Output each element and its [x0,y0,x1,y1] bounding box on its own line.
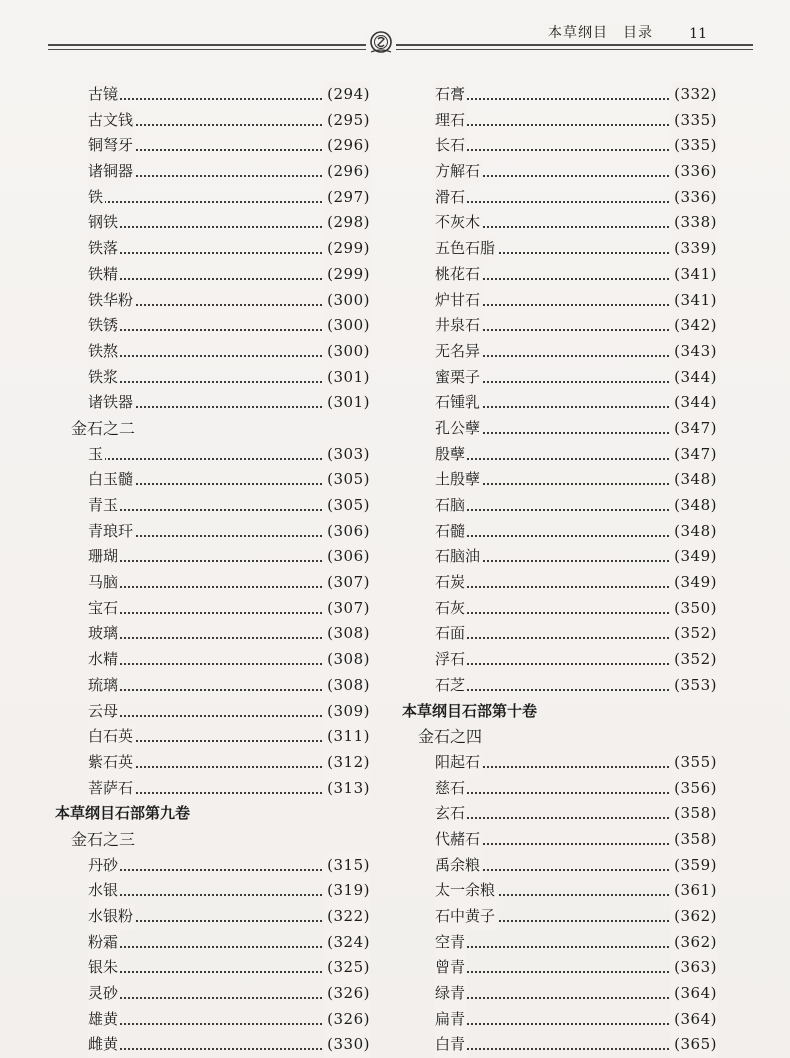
entry-page-number: (361) [671,878,717,904]
toc-entry [402,853,717,879]
entry-name: 桃花石 [435,262,482,288]
toc-entry [55,262,370,288]
leader-dots [88,673,362,699]
toc-entry [402,159,717,185]
entry-page-number: (358) [671,801,717,827]
entry-page-number: (306) [324,519,370,545]
leader-dots [88,596,362,622]
entry-page-number: (362) [671,930,717,956]
leader-dots [435,647,709,673]
toc-entry [55,313,370,339]
leader-dots [88,339,362,365]
entry-name: 菩萨石 [88,776,135,802]
entry-name: 石脑油 [435,544,482,570]
leader-dots [88,1032,362,1058]
toc-entry [402,776,717,802]
entry-page-number: (358) [671,827,717,853]
toc-entry [55,981,370,1007]
toc-entry [55,750,370,776]
leader-dots [88,981,362,1007]
toc-entry [402,519,717,545]
toc-entry [55,596,370,622]
toc-entry [402,210,717,236]
toc-entry [55,621,370,647]
toc-entry [55,647,370,673]
entry-name: 银朱 [88,955,120,981]
toc-entry [402,955,717,981]
entry-page-number: (301) [324,365,370,391]
leader-dots [435,1032,709,1058]
toc-entry [55,1032,370,1058]
leader-dots [88,930,362,956]
entry-name: 宝石 [88,596,120,622]
entry-page-number: (341) [671,262,717,288]
toc-entry [55,108,370,134]
toc-entry [402,570,717,596]
entry-page-number: (308) [324,621,370,647]
entry-name: 殷孽 [435,442,467,468]
leader-dots [88,955,362,981]
entry-name: 土殷孽 [435,467,482,493]
toc-entry [55,930,370,956]
toc-entry [402,390,717,416]
entry-name: 古文钱 [88,108,135,134]
toc-entry [55,365,370,391]
entry-page-number: (326) [324,981,370,1007]
toc-entry [55,519,370,545]
entry-name: 石中黄子 [435,904,497,930]
entry-name: 玉 [88,442,105,468]
leader-dots [88,1007,362,1033]
toc-entry [55,853,370,879]
toc-entry [55,724,370,750]
entry-page-number: (303) [324,442,370,468]
entry-page-number: (326) [324,1007,370,1033]
entry-page-number: (362) [671,904,717,930]
entry-page-number: (305) [324,467,370,493]
entry-name: 白玉髓 [88,467,135,493]
leader-dots [435,955,709,981]
entry-page-number: (343) [671,339,717,365]
entry-name: 禹余粮 [435,853,482,879]
toc-entry [402,673,717,699]
entry-page-number: (339) [671,236,717,262]
entry-page-number: (355) [671,750,717,776]
toc-entry [55,390,370,416]
entry-name: 丹砂 [88,853,120,879]
entry-page-number: (298) [324,210,370,236]
entry-page-number: (330) [324,1032,370,1058]
publisher-emblem-icon [366,30,396,56]
entry-name: 雄黄 [88,1007,120,1033]
toc-entry [55,544,370,570]
entry-page-number: (364) [671,981,717,1007]
entry-page-number: (299) [324,236,370,262]
entry-page-number: (336) [671,159,717,185]
entry-name: 不灰木 [435,210,482,236]
leader-dots [435,801,709,827]
toc-entry [402,185,717,211]
entry-page-number: (300) [324,339,370,365]
entry-page-number: (322) [324,904,370,930]
entry-page-number: (296) [324,159,370,185]
entry-name: 孔公孽 [435,416,482,442]
entry-page-number: (363) [671,955,717,981]
section-title: 金石之二 [71,418,136,438]
toc-entry [402,365,717,391]
toc-entry [402,827,717,853]
toc-entry [402,1007,717,1033]
entry-name: 石锺乳 [435,390,482,416]
leader-dots [88,853,362,879]
running-header [48,20,753,56]
entry-name: 诸铜器 [88,159,135,185]
leader-dots [435,673,709,699]
entry-name: 井泉石 [435,313,482,339]
entry-page-number: (356) [671,776,717,802]
entry-name: 青玉 [88,493,120,519]
entry-name: 水银粉 [88,904,135,930]
toc-entry [55,493,370,519]
toc-entry [402,878,717,904]
toc-volume-heading [55,801,370,827]
entry-name: 慈石 [435,776,467,802]
toc-entry [402,596,717,622]
entry-name: 珊瑚 [88,544,120,570]
entry-name: 石髓 [435,519,467,545]
entry-name: 石灰 [435,596,467,622]
entry-page-number: (352) [671,621,717,647]
entry-name: 青琅玕 [88,519,135,545]
entry-name: 铁 [88,185,105,211]
entry-page-number: (347) [671,442,717,468]
entry-page-number: (313) [324,776,370,802]
entry-name: 长石 [435,133,467,159]
leader-dots [435,108,709,134]
entry-name: 马脑 [88,570,120,596]
entry-name: 代赭石 [435,827,482,853]
header-rule [48,44,753,46]
entry-name: 太一余粮 [435,878,497,904]
leader-dots [88,365,362,391]
toc-entry [55,339,370,365]
leader-dots [88,878,362,904]
entry-page-number: (359) [671,853,717,879]
toc-entry [55,288,370,314]
entry-page-number: (335) [671,108,717,134]
entry-name: 石膏 [435,82,467,108]
toc-entry [55,442,370,468]
toc-entry [55,955,370,981]
entry-name: 方解石 [435,159,482,185]
leader-dots [435,621,709,647]
toc-entry [55,904,370,930]
entry-page-number: (324) [324,930,370,956]
toc-entry [402,416,717,442]
entry-page-number: (344) [671,365,717,391]
toc-entry [402,621,717,647]
leader-dots [88,647,362,673]
entry-page-number: (300) [324,288,370,314]
entry-name: 铁浆 [88,365,120,391]
leader-dots [88,262,362,288]
toc-entry [55,185,370,211]
toc-entry [402,288,717,314]
entry-page-number: (364) [671,1007,717,1033]
leader-dots [88,699,362,725]
leader-dots [435,981,709,1007]
entry-name: 铁熬 [88,339,120,365]
leader-dots [435,1007,709,1033]
volume-title: 本草纲目石部第十卷 [402,701,538,720]
leader-dots [88,442,362,468]
toc-entry [55,210,370,236]
entry-name: 理石 [435,108,467,134]
entry-name: 琉璃 [88,673,120,699]
toc-entry [402,339,717,365]
entry-name: 铁华粉 [88,288,135,314]
entry-page-number: (309) [324,699,370,725]
entry-name: 紫石英 [88,750,135,776]
toc-entry [55,159,370,185]
page-number: 11 [689,26,707,42]
entry-name: 阳起石 [435,750,482,776]
entry-page-number: (325) [324,955,370,981]
entry-page-number: (308) [324,647,370,673]
entry-page-number: (349) [671,544,717,570]
leader-dots [435,185,709,211]
toc-entry [402,442,717,468]
entry-page-number: (301) [324,390,370,416]
toc-entry [402,82,717,108]
toc-entry [55,82,370,108]
toc-entry [55,878,370,904]
header-rule-thin [48,49,753,50]
section-title: 金石之三 [71,829,136,849]
toc-volume-heading [402,699,717,725]
toc-entry [402,930,717,956]
entry-page-number: (308) [324,673,370,699]
leader-dots [88,313,362,339]
section-title: 金石之四 [418,727,483,747]
entry-page-number: (299) [324,262,370,288]
entry-name: 石面 [435,621,467,647]
toc-entry [402,493,717,519]
entry-name: 无名异 [435,339,482,365]
entry-name: 诸铁器 [88,390,135,416]
entry-name: 铁锈 [88,313,120,339]
entry-page-number: (305) [324,493,370,519]
toc-entry [402,1032,717,1058]
toc-entry [402,647,717,673]
entry-page-number: (306) [324,544,370,570]
entry-name: 曾青 [435,955,467,981]
toc-entry [402,236,717,262]
leader-dots [435,570,709,596]
entry-page-number: (342) [671,313,717,339]
leader-dots [435,930,709,956]
entry-page-number: (315) [324,853,370,879]
entry-name: 扁青 [435,1007,467,1033]
entry-name: 炉甘石 [435,288,482,314]
leader-dots [435,82,709,108]
entry-page-number: (294) [324,82,370,108]
entry-page-number: (335) [671,133,717,159]
entry-name: 钢铁 [88,210,120,236]
entry-name: 铁精 [88,262,120,288]
entry-name: 白青 [435,1032,467,1058]
entry-page-number: (348) [671,519,717,545]
leader-dots [435,596,709,622]
entry-page-number: (307) [324,596,370,622]
leader-dots [88,544,362,570]
entry-name: 石炭 [435,570,467,596]
toc-section-heading [55,416,370,442]
toc-entry [55,699,370,725]
leader-dots [88,236,362,262]
toc-section-heading [55,827,370,853]
entry-page-number: (338) [671,210,717,236]
entry-name: 水银 [88,878,120,904]
toc-left-column [55,82,370,1058]
entry-name: 石芝 [435,673,467,699]
entry-page-number: (332) [671,82,717,108]
entry-name: 浮石 [435,647,467,673]
toc-entry [402,108,717,134]
entry-name: 滑石 [435,185,467,211]
toc-entry [402,801,717,827]
leader-dots [88,185,362,211]
entry-page-number: (365) [671,1032,717,1058]
volume-title: 本草纲目石部第九卷 [55,804,191,823]
entry-page-number: (348) [671,493,717,519]
entry-name: 铁落 [88,236,120,262]
entry-name: 粉霜 [88,930,120,956]
entry-page-number: (344) [671,390,717,416]
leader-dots [88,621,362,647]
entry-name: 玻璃 [88,621,120,647]
entry-page-number: (311) [324,724,370,750]
entry-name: 绿青 [435,981,467,1007]
entry-page-number: (352) [671,647,717,673]
leader-dots [435,493,709,519]
entry-page-number: (336) [671,185,717,211]
toc-entry [402,904,717,930]
leader-dots [435,442,709,468]
entry-name: 铜弩牙 [88,133,135,159]
entry-page-number: (348) [671,467,717,493]
toc-entry [402,544,717,570]
entry-page-number: (300) [324,313,370,339]
header-title: 本草纲目 目录 [544,22,657,42]
toc-entry [55,673,370,699]
leader-dots [435,133,709,159]
leader-dots [435,519,709,545]
entry-page-number: (295) [324,108,370,134]
leader-dots [88,210,362,236]
toc-entry [55,776,370,802]
toc-entry [55,1007,370,1033]
entry-page-number: (307) [324,570,370,596]
entry-page-number: (353) [671,673,717,699]
toc-entry [402,467,717,493]
entry-page-number: (341) [671,288,717,314]
toc-entry [55,467,370,493]
entry-page-number: (350) [671,596,717,622]
toc-entry [55,570,370,596]
entry-page-number: (312) [324,750,370,776]
toc-section-heading [402,724,717,750]
toc-entry [402,313,717,339]
entry-name: 玄石 [435,801,467,827]
toc-entry [55,236,370,262]
entry-name: 蜜栗子 [435,365,482,391]
entry-page-number: (296) [324,133,370,159]
entry-name: 五色石脂 [435,236,497,262]
entry-name: 白石英 [88,724,135,750]
toc-entry [402,133,717,159]
toc-entry [402,981,717,1007]
entry-name: 空青 [435,930,467,956]
entry-name: 云母 [88,699,120,725]
toc-entry [402,750,717,776]
toc-entry [55,133,370,159]
entry-name: 灵砂 [88,981,120,1007]
toc-entry [402,262,717,288]
entry-name: 水精 [88,647,120,673]
toc-right-column [402,82,717,1058]
leader-dots [88,82,362,108]
leader-dots [88,570,362,596]
leader-dots [88,493,362,519]
entry-page-number: (319) [324,878,370,904]
entry-page-number: (347) [671,416,717,442]
entry-page-number: (297) [324,185,370,211]
entry-name: 古镜 [88,82,120,108]
entry-name: 雌黄 [88,1032,120,1058]
leader-dots [435,776,709,802]
entry-name: 石脑 [435,493,467,519]
entry-page-number: (349) [671,570,717,596]
